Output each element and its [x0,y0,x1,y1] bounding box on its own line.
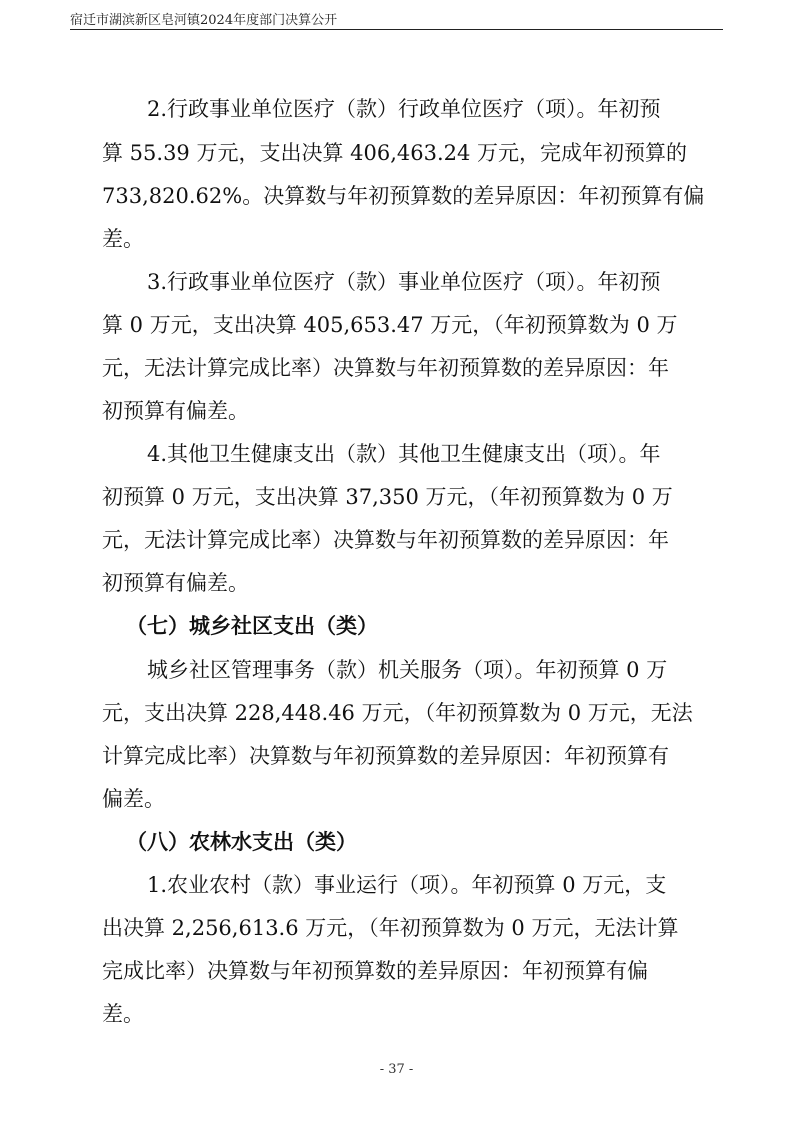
paragraph-line: 初预算 0 万元，支出决算 37,350 万元，（年初预算数为 0 万 [102,485,673,509]
paragraph-line: 算 55.39 万元，支出决算 406,463.24 万元，完成年初预算的 [102,141,688,165]
paragraph-line: 出决算 2,256,613.6 万元，（年初预算数为 0 万元，无法计算 [102,916,679,940]
paragraph-line: 元，无法计算完成比率）决算数与年初预算数的差异原因：年 [102,528,669,552]
header-rule [70,29,723,30]
paragraph-line: 差。 [102,227,144,251]
paragraph-line: 差。 [102,1002,144,1026]
page-number: - 37 - [379,1062,414,1077]
paragraph-line: 偏差。 [102,787,165,811]
paragraph-line: 完成比率）决算数与年初预算数的差异原因：年初预算有偏 [102,959,648,983]
paragraph-line: 计算完成比率）决算数与年初预算数的差异原因：年初预算有 [102,744,669,768]
section-heading: （八）农林水支出（类） [126,830,357,854]
paragraph-line: 3.行政事业单位医疗（款）事业单位医疗（项）。年初预 [147,270,661,294]
paragraph-line: 初预算有偏差。 [102,399,249,423]
paragraph-line: 城乡社区管理事务（款）机关服务（项）。年初预算 0 万 [147,658,668,682]
paragraph-line: 算 0 万元，支出决算 405,653.47 万元，（年初预算数为 0 万 [102,313,678,337]
paragraph-line: 2.行政事业单位医疗（款）行政单位医疗（项）。年初预 [147,97,661,121]
document-header: 宿迁市湖滨新区皂河镇2024年度部门决算公开 [70,13,338,28]
paragraph-line: 4.其他卫生健康支出（款）其他卫生健康支出（项）。年 [147,442,661,466]
section-heading: （七）城乡社区支出（类） [126,614,378,638]
paragraph-line: 1.农业农村（款）事业运行（项）。年初预算 0 万元，支 [147,873,667,897]
paragraph-line: 初预算有偏差。 [102,571,249,595]
paragraph-line: 733,820.62%。决算数与年初预算数的差异原因：年初预算有偏 [102,184,705,208]
paragraph-line: 元，无法计算完成比率）决算数与年初预算数的差异原因：年 [102,356,669,380]
paragraph-line: 元，支出决算 228,448.46 万元，（年初预算数为 0 万元，无法 [102,701,693,725]
